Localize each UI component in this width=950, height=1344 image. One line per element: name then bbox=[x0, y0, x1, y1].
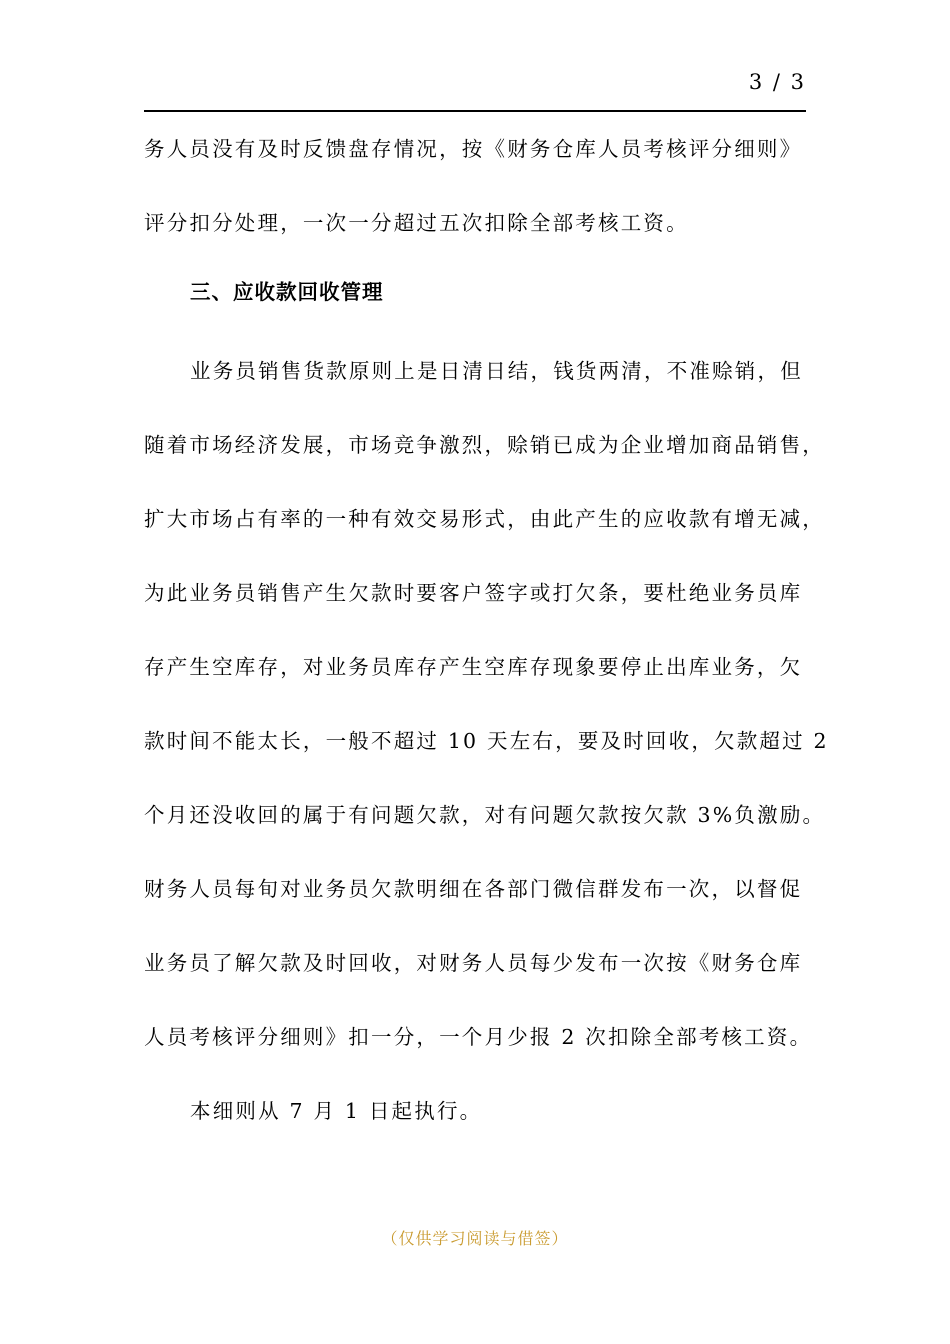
paragraph-line: 本细则从 7 月 1 日起执行。 bbox=[190, 1099, 483, 1123]
paragraph-line: 款时间不能太长，一般不超过 10 天左右，要及时回收，欠款超过 2 bbox=[144, 729, 829, 753]
document-body bbox=[144, 127, 829, 1163]
paragraph-line: 为此业务员销售产生欠款时要客户签字或打欠条，要杜绝业务员库 bbox=[144, 581, 803, 605]
paragraph-line: 财务人员每旬对业务员欠款明细在各部门微信群发布一次，以督促 bbox=[144, 877, 803, 901]
paragraph-line: 务人员没有及时反馈盘存情况，按《财务仓库人员考核评分细则》 bbox=[144, 137, 803, 161]
paragraph-line: 存产生空库存，对业务员库存产生空库存现象要停止出库业务，欠 bbox=[144, 655, 803, 679]
page-number: 3 / 3 bbox=[748, 70, 806, 94]
paragraph-line: 业务员了解欠款及时回收，对财务人员每少发布一次按《财务仓库 bbox=[144, 951, 803, 975]
paragraph-line: 随着市场经济发展，市场竞争激烈，赊销已成为企业增加商品销售， bbox=[144, 433, 825, 457]
paragraph-line: 个月还没收回的属于有问题欠款，对有问题欠款按欠款 3%负激励。 bbox=[144, 803, 826, 827]
paragraph-line: 业务员销售货款原则上是日清日结，钱货两清，不准赊销，但 bbox=[190, 359, 803, 383]
section-heading: 三、应收款回收管理 bbox=[190, 280, 384, 304]
header-divider bbox=[144, 110, 806, 112]
paragraph-line: 扩大市场占有率的一种有效交易形式，由此产生的应收款有增无减， bbox=[144, 507, 825, 531]
paragraph-line: 人员考核评分细则》扣一分，一个月少报 2 次扣除全部考核工资。 bbox=[144, 1025, 813, 1049]
paragraph-line: 评分扣分处理，一次一分超过五次扣除全部考核工资。 bbox=[144, 211, 689, 235]
footer-note: （仅供学习阅读与借签） bbox=[381, 1229, 569, 1248]
